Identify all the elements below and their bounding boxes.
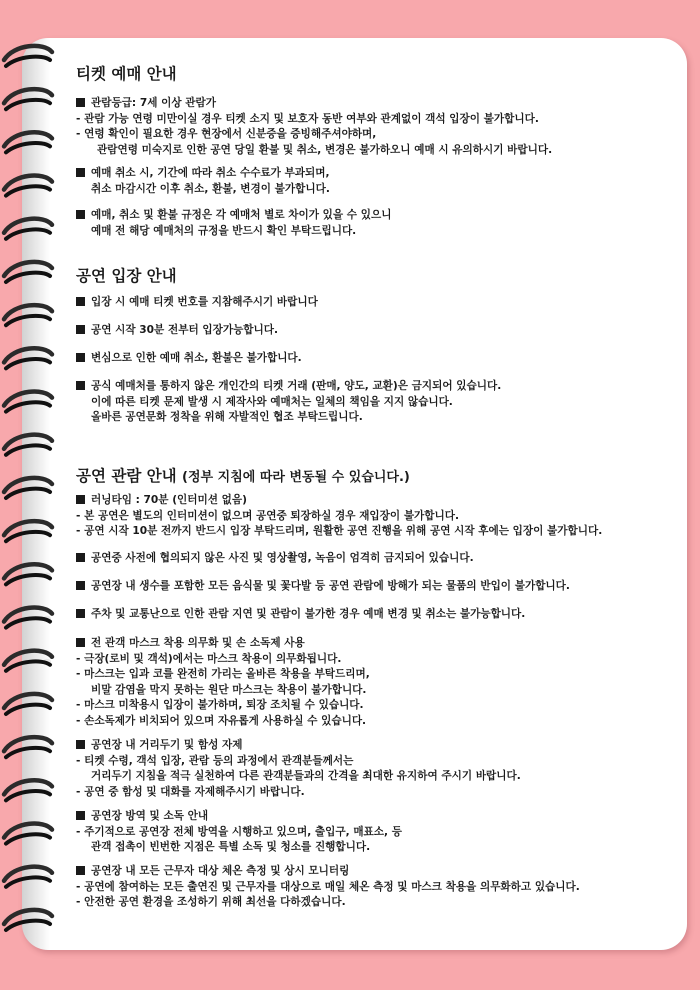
spiral-ring-icon [4, 89, 52, 109]
spiral-ring-icon [4, 823, 52, 843]
square-bullet-icon [76, 381, 85, 390]
notice-item: 예매, 취소 및 환불 규정은 각 예매처 별로 차이가 있을 수 있으니 예매 전 해당 예매처의 규정을 반드시 확인 부탁드립니다. [76, 208, 391, 239]
notice-item: 공연장 내 모든 근무자 대상 체온 측정 및 상시 모니터링 - 공연에 참여하는 모든 출연진 및 근무자를 대상으로 매일 체온 측정 및 마스크 착용을 의무화하고 있습니다. - 안전한 공연 환경을 조성하기 위해 최선을 다하겠습니다. [76, 865, 580, 908]
section-ticket-booking [76, 64, 177, 84]
notice-item: 공연중 사전에 협의되지 않은 사진 및 영상촬영, 녹음이 엄격히 금지되어 있습니다. [76, 551, 474, 567]
spiral-ring-icon [4, 867, 52, 887]
section-subtitle: (정부 지침에 따라 변동될 수 있습니다.) [182, 470, 410, 485]
section-title: 공연 입장 안내 [76, 267, 177, 285]
square-bullet-icon [76, 740, 85, 749]
square-bullet-icon [76, 811, 85, 820]
spiral-ring-icon [4, 219, 52, 239]
square-bullet-icon [76, 495, 85, 504]
notice-item: 관람등급: 7세 이상 관람가 - 관람 가능 연령 미만이실 경우 티켓 소지 및 보호자 동반 여부와 관계없이 객석 입장이 불가합니다. - 연령 확인이 필요한 경우 현장에서 신분증을 증빙해주셔야하며, 관람연령 미숙지로 인한 공연 당일 환불 및 취소, 변경은 불가하오니 예매 시 유의하시기 바랍니다. [76, 97, 553, 156]
square-bullet-icon [76, 353, 85, 362]
spiral-binding [0, 40, 60, 950]
square-bullet-icon [76, 325, 85, 334]
square-bullet-icon [76, 609, 85, 618]
spiral-ring-icon [4, 564, 52, 584]
notice-item: 변심으로 인한 예매 취소, 환불은 불가합니다. [76, 351, 302, 367]
square-bullet-icon [76, 297, 85, 306]
spiral-ring-icon [4, 607, 52, 627]
spiral-ring-icon [4, 478, 52, 498]
spiral-ring-icon [4, 46, 52, 66]
spiral-ring-icon [4, 521, 52, 541]
notice-item: 러닝타임 : 70분 (인터미션 없음) - 본 공연은 별도의 인터미션이 없으며 공연중 퇴장하실 경우 재입장이 불가합니다. - 공연 시작 10분 전까지 반드시 입장 부탁드리며, 원활한 공연 진행을 위해 공연 시작 후에는 입장이 불가합니다. [76, 494, 603, 537]
section-viewing [76, 466, 410, 488]
spiral-ring-icon [4, 175, 52, 195]
notice-item: 공연 시작 30분 전부터 입장가능합니다. [76, 323, 278, 339]
square-bullet-icon [76, 210, 85, 219]
square-bullet-icon [76, 553, 85, 562]
section-admission [76, 266, 177, 286]
notice-item: 예매 취소 시, 기간에 따라 취소 수수료가 부과되며, 취소 마감시간 이후 취소, 환불, 변경이 불가합니다. [76, 166, 330, 197]
spiral-ring-icon [4, 651, 52, 671]
square-bullet-icon [76, 866, 85, 875]
notice-item: 공연장 내 거리두기 및 함성 자제 - 티켓 수령, 객석 입장, 관람 등의 과정에서 관객분들께서는 거리두기 지침을 적극 실천하여 다른 관객분들과의 간격을 최대한 유지하여 주시기 바랍니다. - 공연 중 함성 및 대화를 자제해주시기 바랍니다. [76, 739, 521, 798]
notice-item: 공연장 내 생수를 포함한 모든 음식물 및 꽃다발 등 공연 관람에 방해가 되는 물품의 반입이 불가합니다. [76, 579, 570, 595]
square-bullet-icon [76, 98, 85, 107]
spiral-ring-icon [4, 348, 52, 368]
square-bullet-icon [76, 168, 85, 177]
notice-item: 입장 시 예매 티켓 번호를 지참해주시기 바랍니다 [76, 295, 318, 311]
spiral-ring-icon [4, 780, 52, 800]
spiral-ring-icon [4, 910, 52, 930]
spiral-ring-icon [4, 694, 52, 714]
notice-item: 전 관객 마스크 착용 의무화 및 손 소독제 사용 - 극장(로비 및 객석)에서는 마스크 착용이 의무화됩니다. - 마스크는 입과 코를 완전히 가리는 올바른 착용을 부탁드리며, 비말 감염을 막지 못하는 원단 마스크는 착용이 불가합니다. - 마스크 미착용시 입장이 불가하며, 퇴장 조치될 수 있습니다. - 손소독제가 비치되어 있으며 자유롭게 사용하실 수 있습니다. [76, 637, 370, 727]
square-bullet-icon [76, 638, 85, 647]
spiral-ring-icon [4, 737, 52, 757]
notice-item: 공식 예매처를 통하지 않은 개인간의 티켓 거래 (판매, 양도, 교환)은 금지되어 있습니다. 이에 따른 티켓 문제 발생 시 제작사와 예매처는 일체의 책임을 지지 않습니다. 올바른 공연문화 정착을 위해 자발적인 협조 부탁드립니다. [76, 379, 501, 426]
square-bullet-icon [76, 581, 85, 590]
notice-item: 공연장 방역 및 소독 안내 - 주기적으로 공연장 전체 방역을 시행하고 있으며, 출입구, 매표소, 등 관객 접촉이 빈번한 지점은 특별 소독 및 청소를 진행합니다. [76, 810, 402, 853]
spiral-ring-icon [4, 132, 52, 152]
spiral-ring-icon [4, 435, 52, 455]
spiral-ring-icon [4, 391, 52, 411]
spiral-ring-icon [4, 262, 52, 282]
notice-item: 주차 및 교통난으로 인한 관람 지연 및 관람이 불가한 경우 예매 변경 및 취소는 불가능합니다. [76, 607, 525, 623]
section-title: 티켓 예매 안내 [76, 65, 177, 83]
section-title: 공연 관람 안내 [76, 467, 177, 485]
spiral-ring-icon [4, 305, 52, 325]
